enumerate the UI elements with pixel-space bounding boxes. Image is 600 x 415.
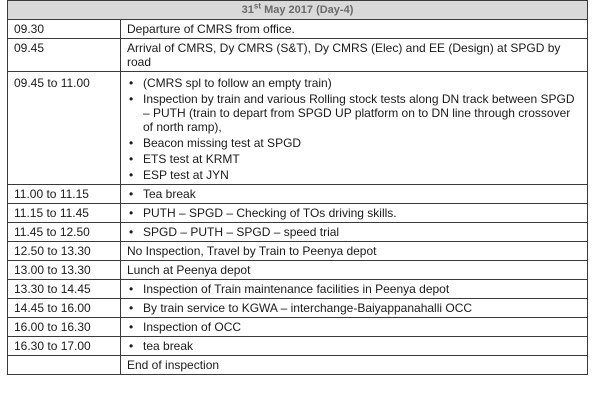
activity-cell <box>121 261 588 280</box>
activity-cell <box>121 223 588 242</box>
time-cell: 16.30 to 17.00 <box>8 337 121 356</box>
schedule-table <box>7 0 588 375</box>
time-cell: 11.45 to 12.50 <box>8 223 121 242</box>
schedule-body <box>8 1 588 375</box>
time-cell: 09.45 <box>8 39 121 72</box>
activity-list <box>127 206 581 220</box>
activity-item: • By train service to KGWA – interchange-Baiyappanahalli OCC <box>127 301 581 315</box>
schedule-row <box>8 337 588 356</box>
schedule-row <box>8 72 588 185</box>
activity-list <box>127 320 581 334</box>
activity-list <box>127 225 581 239</box>
activity-cell <box>121 318 588 337</box>
activity-text: Arrival of CMRS, Dy CMRS (S&T), Dy CMRS (Elec) and EE (Design) at SPGD by road <box>127 41 561 69</box>
activity-cell <box>121 72 588 185</box>
time-cell: 11.15 to 11.45 <box>8 204 121 223</box>
activity-cell <box>121 280 588 299</box>
activity-item: • SPGD – PUTH – SPGD – speed trial <box>127 225 581 239</box>
schedule-row <box>8 242 588 261</box>
activity-item: • Inspection of Train maintenance facilities in Peenya depot <box>127 282 581 296</box>
time-cell: 14.45 to 16.00 <box>8 299 121 318</box>
activity-item: • (CMRS spl to follow an empty train) <box>127 76 581 90</box>
time-cell <box>8 356 121 375</box>
activity-list <box>127 301 581 315</box>
activity-item: • Tea break <box>127 187 581 201</box>
activity-cell <box>121 204 588 223</box>
time-cell: 09.30 <box>8 20 121 39</box>
date-suffix: st <box>253 1 262 11</box>
activity-item: • tea break <box>127 339 581 353</box>
activity-text: Departure of CMRS from office. <box>127 22 295 36</box>
time-cell: 13.00 to 13.30 <box>8 261 121 280</box>
activity-item: • Beacon missing test at SPGD <box>127 136 581 150</box>
schedule-row <box>8 261 588 280</box>
activity-item: • ESP test at JYN <box>127 168 581 182</box>
schedule-row <box>8 318 588 337</box>
activity-item: • Inspection of OCC <box>127 320 581 334</box>
activity-cell <box>121 39 588 72</box>
activity-list <box>127 76 581 182</box>
date-header-row <box>8 1 588 20</box>
schedule-row <box>8 39 588 72</box>
activity-text: Lunch at Peenya depot <box>127 263 251 277</box>
activity-cell <box>121 242 588 261</box>
schedule-row <box>8 20 588 39</box>
activity-list <box>127 282 581 296</box>
activity-text: No Inspection, Travel by Train to Peenya depot <box>127 244 377 258</box>
activity-cell <box>121 337 588 356</box>
activity-cell <box>121 356 588 375</box>
time-cell: 16.00 to 16.30 <box>8 318 121 337</box>
schedule-row <box>8 356 588 375</box>
activity-text: End of inspection <box>127 358 220 372</box>
time-cell: 11.00 to 11.15 <box>8 185 121 204</box>
schedule-row <box>8 204 588 223</box>
activity-item: • Inspection by train and various Rolling stock tests along DN track between SPGD – PUTH (train to depart from SPGD UP platform on to DN line through crossover of north ramp), <box>127 92 581 134</box>
schedule-row <box>8 280 588 299</box>
activity-list <box>127 187 581 201</box>
activity-cell <box>121 20 588 39</box>
time-cell: 09.45 to 11.00 <box>8 72 121 185</box>
activity-list <box>127 339 581 353</box>
date-header <box>8 1 588 20</box>
activity-cell <box>121 299 588 318</box>
activity-item: • ETS test at KRMT <box>127 152 581 166</box>
schedule-row <box>8 223 588 242</box>
activity-item: • PUTH – SPGD – Checking of TOs driving skills. <box>127 206 581 220</box>
schedule-sheet <box>7 0 587 375</box>
date-day: 31 <box>241 4 254 16</box>
time-cell: 13.30 to 14.45 <box>8 280 121 299</box>
schedule-row <box>8 299 588 318</box>
activity-cell <box>121 185 588 204</box>
date-rest: May 2017 (Day-4) <box>261 4 354 16</box>
schedule-row <box>8 185 588 204</box>
time-cell: 12.50 to 13.30 <box>8 242 121 261</box>
